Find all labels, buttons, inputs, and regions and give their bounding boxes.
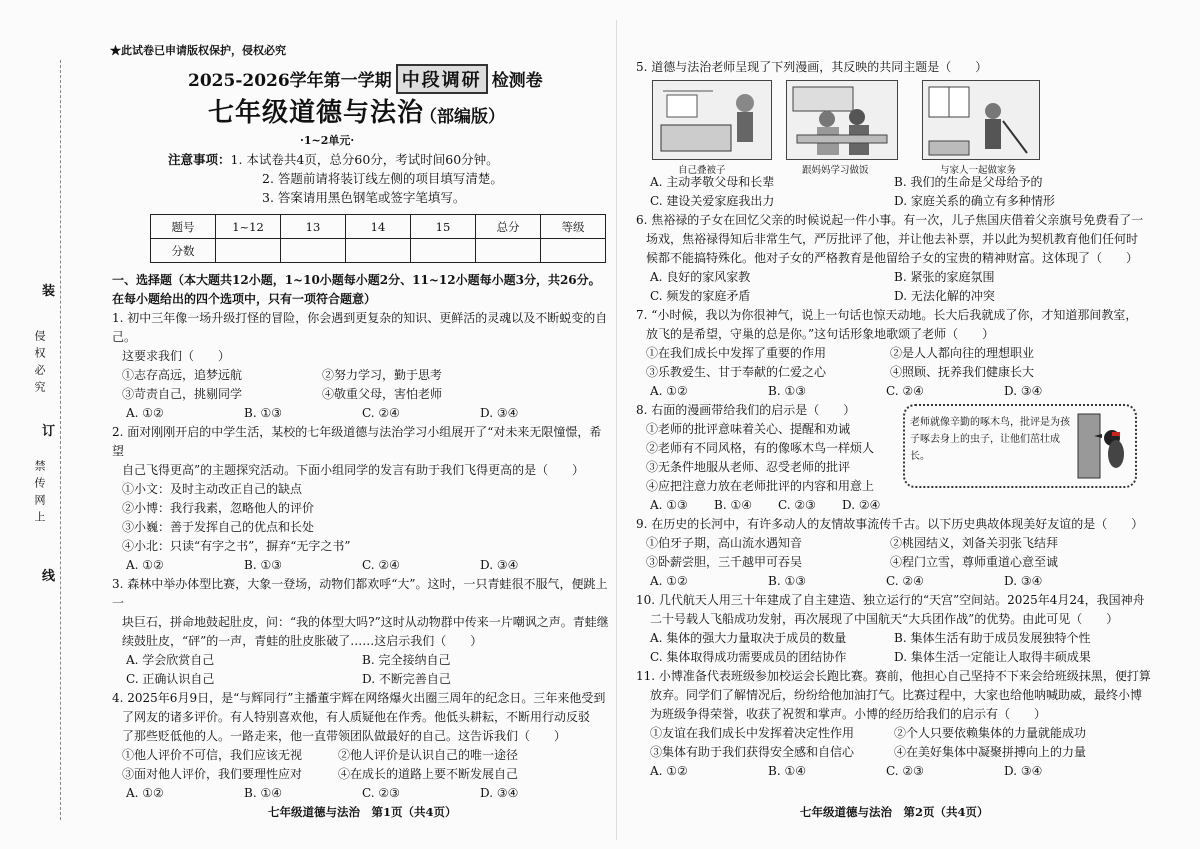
exam-title-line — [188, 64, 543, 94]
binding-word: 线 — [42, 569, 56, 584]
answer-choice[interactable]: A. 集体的强大力量取决于成员的数量 — [650, 631, 847, 645]
answer-choice[interactable]: D. ③④ — [480, 558, 519, 572]
notice-item: 1. 本试卷共4页，总分60分，考试时间60分钟。 — [230, 152, 499, 167]
option: ③无条件地服从老师、忍受老师的批评 — [646, 460, 851, 474]
answer-choice[interactable]: A. ①② — [650, 384, 688, 398]
binding-word: 装 — [42, 284, 56, 299]
cartoon-caption: 跟妈妈学习做饭 — [802, 165, 869, 176]
score-header: 14 — [346, 215, 411, 239]
option: ④应把注意力放在老师批评的内容和用意上 — [646, 479, 875, 493]
question-stem: 5. 道德与法治老师呈现了下列漫画，其反映的共同主题是（ ） — [636, 60, 988, 74]
question-stem: 6. 焦裕禄的子女在回忆父亲的时候说起一件小事。有一次，儿子焦国庆借着父亲旗号免费看了一 — [636, 213, 1144, 227]
question-stem: 11. 小博准备代表班级参加校运会长跑比赛。赛前，他担心自己坚持不下来会给班级抹黑，便打算 — [636, 669, 1151, 683]
cartoon-housework — [922, 80, 1040, 160]
cartoon-drawing-icon — [787, 81, 897, 159]
question-stem: 了网友的诸多评价。有人特别喜欢他，有人质疑他在作秀。他低头耕耘，不断用行动反驳 — [122, 710, 591, 724]
answer-choice[interactable]: A. ①② — [126, 406, 164, 420]
binding-line — [60, 60, 61, 820]
notice-heading: 注意事项： — [168, 152, 231, 167]
question-stem: 二十号载人飞船成功发射，再次展现了中国航天“大兵团作战”的优势。由此可见（ ） — [650, 612, 1119, 626]
answer-choice[interactable]: C. ②④ — [886, 574, 924, 588]
section-heading: 一、选择题（本大题共12小题，1~10小题每小题2分、11~12小题每小题3分，共26分。在每小题给出的四个选项中，只有一项符合题意） — [112, 273, 601, 306]
exam-stamp: 中段调研 — [396, 64, 488, 94]
answer-choice[interactable]: A. ①② — [650, 574, 688, 588]
answer-choice[interactable]: C. ②④ — [362, 406, 400, 420]
option: ④敬重父母，害怕老师 — [322, 387, 443, 401]
answer-choice[interactable]: C. 频发的家庭矛盾 — [650, 289, 751, 303]
copyright-notice: ★此试卷已申请版权保护，侵权必究 — [110, 44, 286, 57]
question-stem: 自己飞得更高”的主题探究活动。下面小组同学的发言有助于我们飞得更高的是（ ） — [122, 463, 585, 477]
answer-choice[interactable]: D. ③④ — [1004, 574, 1043, 588]
question-stem: 续鼓肚皮，“砰”的一声，青蛙的肚皮胀破了……这启示我们（ ） — [122, 634, 483, 648]
score-cell[interactable] — [281, 239, 346, 263]
option: ①在我们成长中发挥了重要的作用 — [646, 346, 827, 360]
option: ①他人评价不可信，我们应该无视 — [122, 748, 303, 762]
answer-choice[interactable]: B. 完全接纳自己 — [362, 653, 451, 667]
question-stem: 4. 2025年6月9日，是“与辉同行”主播董宇辉在网络爆火出圈三周年的纪念日。三年来他受到 — [112, 691, 606, 705]
score-row-label: 分数 — [151, 239, 216, 263]
question-10 — [636, 591, 1156, 667]
cartoon-caption: 与家人一起做家务 — [940, 165, 1017, 176]
score-cell[interactable] — [216, 239, 281, 263]
answer-choice[interactable]: A. 良好的家风家教 — [650, 270, 751, 284]
question-stem: 9. 在历史的长河中，有许多动人的友情故事流传千古。以下历史典故体现美好友谊的是（ ） — [636, 517, 1144, 531]
question-stem: 1. 初中三年像一场升级打怪的冒险，你会遇到更复杂的知识、更鲜活的灵魂以及不断蜕变的自己。 — [112, 311, 608, 344]
answer-choice[interactable]: A. ①② — [650, 764, 688, 778]
cartoon-speech: 老师就像辛勤的啄木鸟，批评是为孩子啄去身上的虫子，让他们茁壮成长。 — [910, 417, 1070, 462]
answer-choice[interactable]: B. 我们的生命是父母给予的 — [894, 175, 1043, 189]
score-cell[interactable] — [476, 239, 541, 263]
score-cell[interactable] — [346, 239, 411, 263]
notice-item: 2. 答题前请将装订线左侧的项目填写清楚。 — [262, 171, 503, 186]
cartoon-fold-quilt — [652, 80, 772, 160]
question-1 — [112, 309, 612, 423]
option: ②是人人都向往的理想职业 — [890, 346, 1035, 360]
page-fold — [616, 20, 617, 840]
answer-choice[interactable]: A. ①② — [126, 786, 164, 800]
answer-choice[interactable]: D. 无法化解的冲突 — [894, 289, 995, 303]
cartoon-drawing-icon — [653, 81, 771, 159]
binding-note: 侵权必究 — [33, 330, 46, 398]
question-9 — [636, 515, 1156, 591]
score-header: 题号 — [151, 215, 216, 239]
answer-choice[interactable]: D. ③④ — [1004, 384, 1043, 398]
option: ①志存高远，追梦远航 — [122, 368, 243, 382]
answer-choice[interactable]: D. 集体生活一定能让人取得丰硕成果 — [894, 650, 1091, 664]
answer-choice[interactable]: B. ①④ — [714, 498, 752, 512]
option: ③小巍：善于发挥自己的优点和长处 — [122, 520, 315, 534]
answer-choice[interactable]: A. 学会欣赏自己 — [126, 653, 215, 667]
score-cell[interactable] — [541, 239, 606, 263]
exam-suffix: 检测卷 — [491, 71, 543, 91]
left-column — [112, 271, 612, 803]
binding-word: 订 — [42, 424, 56, 439]
answer-choice[interactable]: B. ①③ — [768, 384, 806, 398]
page-footer-left: 七年级道德与法治 第1页（共4页） — [268, 805, 457, 819]
answer-choice[interactable]: A. ①② — [126, 558, 164, 572]
option: ④照顾、抚养我们健康长大 — [890, 365, 1035, 379]
answer-choice[interactable]: D. ③④ — [480, 406, 519, 420]
answer-choice[interactable]: B. ①④ — [768, 764, 806, 778]
option: ④在成长的道路上要不断发展自己 — [338, 767, 519, 781]
question-3 — [112, 575, 612, 689]
option: ③乐教爱生、甘于奉献的仁爱之心 — [646, 365, 827, 379]
question-stem: 8. 右面的漫画带给我们的启示是（ ） — [636, 403, 856, 417]
option: ②桃园结义，刘备关羽张飞结拜 — [890, 536, 1059, 550]
binding-note: 禁传网上 — [33, 460, 46, 528]
page-footer-right: 七年级道德与法治 第2页（共4页） — [800, 805, 989, 819]
option: ②老师有不同风格，有的像啄木鸟一样烦人 — [646, 441, 875, 455]
score-table — [150, 214, 606, 263]
option: ①小文：及时主动改正自己的缺点 — [122, 482, 303, 496]
woodpecker-icon — [1072, 410, 1130, 480]
question-stem: 这要求我们（ ） — [122, 349, 231, 363]
option: ①老师的批评意味着关心、提醒和劝诫 — [646, 422, 851, 436]
answer-choice[interactable]: B. ①④ — [244, 786, 282, 800]
answer-choice[interactable]: C. 建设关爱家庭我出力 — [650, 194, 775, 208]
question-7 — [636, 306, 1156, 401]
question-stem: 块巨石，拼命地鼓起肚皮，问：“我的体型大吗?”这时从动物群中传来一片嘲讽之声。青蛙继 — [122, 615, 609, 629]
answer-choice[interactable]: B. 集体生活有助于成员发展独特个性 — [894, 631, 1091, 645]
answer-choice[interactable]: C. ②③ — [778, 498, 816, 512]
answer-choice[interactable]: C. ②③ — [362, 786, 400, 800]
option: ②他人评价是认识自己的唯一途径 — [338, 748, 519, 762]
answer-choice[interactable]: B. ①③ — [244, 558, 282, 572]
answer-choice[interactable]: A. 主动孝敬父母和长辈 — [650, 175, 775, 189]
question-stem: 3. 森林中举办体型比赛，大象一登场，动物们都欢呼“大”。这时，一只青蛙很不服气，便跳上一 — [112, 577, 608, 610]
option: ③集体有助于我们获得安全感和自信心 — [650, 745, 855, 759]
answer-choice[interactable]: B. ①③ — [768, 574, 806, 588]
option: ②小博：我行我素，忽略他人的评价 — [122, 501, 315, 515]
cartoon-caption: 自己叠被子 — [678, 165, 726, 176]
score-header: 13 — [281, 215, 346, 239]
notice-item: 3. 答案请用黑色钢笔或签字笔填写。 — [262, 190, 466, 205]
answer-choice[interactable]: A. ①③ — [650, 498, 688, 512]
option: ②个人只要依赖集体的力量就能成功 — [894, 726, 1087, 740]
question-stem: 为班级争得荣誉，收获了祝贺和掌声。小博的经历给我们的启示有（ ） — [650, 707, 1047, 721]
score-header: 等级 — [541, 215, 606, 239]
answer-choice[interactable]: D. 家庭关系的确立有多种情形 — [894, 194, 1055, 208]
answer-choice[interactable]: B. 紧张的家庭氛围 — [894, 270, 995, 284]
question-4 — [112, 689, 612, 803]
answer-choice[interactable]: C. ②④ — [362, 558, 400, 572]
question-stem: 场戏，焦裕禄得知后非常生气，严厉批评了他，并让他去补票，并以此为契机教育他们任何时 — [646, 232, 1139, 246]
score-cell[interactable] — [411, 239, 476, 263]
option: ③面对他人评价，我们要理性应对 — [122, 767, 303, 781]
exam-units: ·1~2单元· — [300, 134, 355, 147]
notice-block — [168, 150, 503, 207]
option: ①伯牙子期，高山流水遇知音 — [646, 536, 803, 550]
option: ④程门立雪，尊师重道心意至诚 — [890, 555, 1059, 569]
question-6 — [636, 211, 1156, 306]
answer-choice[interactable]: C. 集体取得成功需要成员的团结协作 — [650, 650, 847, 664]
answer-choice[interactable]: C. 正确认识自己 — [126, 672, 215, 686]
answer-choice[interactable]: D. 不断完善自己 — [362, 672, 451, 686]
exam-edition: （部编版） — [420, 107, 505, 127]
answer-choice[interactable]: C. ②③ — [886, 764, 924, 778]
cartoon-drawing-icon — [923, 81, 1039, 159]
question-stem: 7. “小时候，我以为你很神气，说上一句话也惊天动地。长大后我就成了你，才知道那间教室， — [636, 308, 1138, 322]
answer-choice[interactable]: D. ②④ — [842, 498, 881, 512]
question-2 — [112, 423, 612, 575]
question-stem: 10. 几代航天人用三十年建成了自主建造、独立运行的“天宫”空间站。2025年4月24，我国神舟 — [636, 593, 1145, 607]
question-11 — [636, 667, 1156, 781]
exam-year: 2025-2026学年第一学期 — [188, 71, 392, 91]
option: ④小北：只读“有字之书”，摒弃“无字之书” — [122, 539, 351, 553]
answer-choice[interactable]: C. ②④ — [886, 384, 924, 398]
option: ④在美好集体中凝聚拼搏向上的力量 — [894, 745, 1087, 759]
answer-choice[interactable]: D. ③④ — [1004, 764, 1043, 778]
option: ②努力学习，勤于思考 — [322, 368, 443, 382]
answer-choice[interactable]: D. ③④ — [480, 786, 519, 800]
option: ①友谊在我们成长中发挥着决定性作用 — [650, 726, 855, 740]
question-stem: 候都不能搞特殊化。他对子女的严格教育是他留给子女的宝贵的精神财富。这体现了（ ） — [646, 251, 1139, 265]
question-stem: 2. 面对刚刚开启的中学生活，某校的七年级道德与法治学习小组展开了“对未来无限憧憬，希望 — [112, 425, 602, 458]
exam-subject: 七年级道德与法治 — [208, 98, 425, 128]
score-header: 总分 — [476, 215, 541, 239]
score-header: 1~12 — [216, 215, 281, 239]
cartoon-cook-with-mom — [786, 80, 898, 160]
question-stem: 放弃。同学们了解情况后，纷纷给他加油打气。比赛过程中，大家也给他呐喊助威，最终小博 — [650, 688, 1143, 702]
score-header: 15 — [411, 215, 476, 239]
option: ③卧薪尝胆，三千越甲可吞吴 — [646, 555, 803, 569]
option: ③苛责自己，挑剔同学 — [122, 387, 243, 401]
answer-choice[interactable]: B. ①③ — [244, 406, 282, 420]
question-stem: 放飞的是希望，守巢的总是你。”这句话形象地歌颂了老师（ ） — [646, 327, 995, 341]
question-stem: 了那些贬低他的人。一路走来，他一直带领团队做最好的自己。这告诉我们（ ） — [122, 729, 567, 743]
